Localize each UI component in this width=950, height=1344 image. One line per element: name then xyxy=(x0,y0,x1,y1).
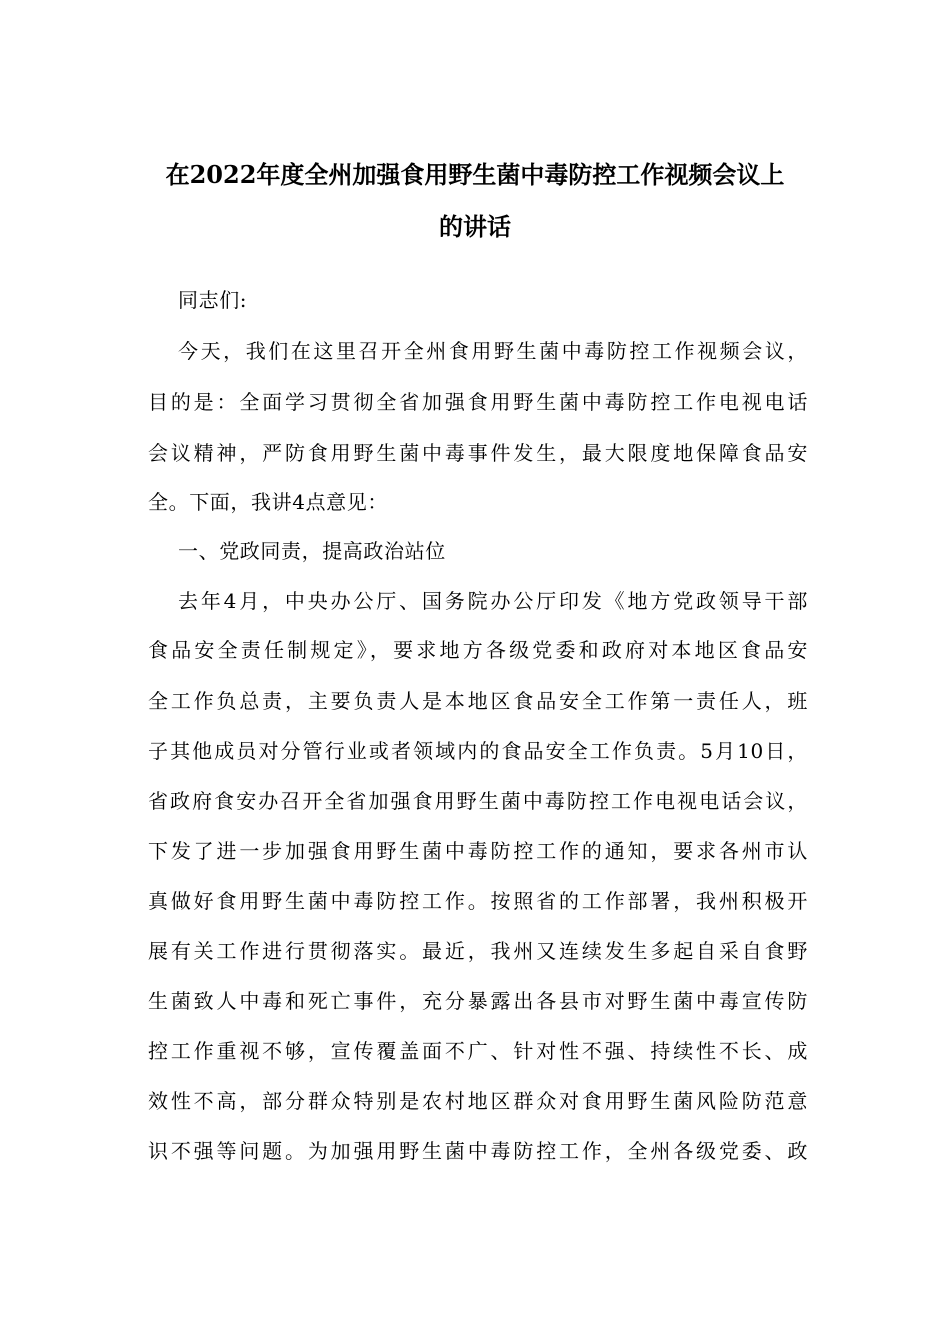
body-line: 食品安全责任制规定》，要求地方各级党委和政府对本地区食品安 xyxy=(148,638,808,662)
body-line: 生菌致人中毒和死亡事件，充分暴露出各县市对野生菌中毒宣传防 xyxy=(148,989,808,1013)
body-line: 今天，我们在这里召开全州食用野生菌中毒防控工作视频会议， xyxy=(178,339,808,363)
body-line: 全。下面，我讲4点意见： xyxy=(148,490,388,514)
body-line: 真做好食用野生菌中毒防控工作。按照省的工作部署，我州积极开 xyxy=(148,889,808,913)
document-title-line-2: 的讲话 xyxy=(439,212,511,241)
body-line: 子其他成员对分管行业或者领域内的食品安全工作负责。5月10日， xyxy=(148,739,808,763)
body-line: 会议精神，严防食用野生菌中毒事件发生，最大限度地保障食品安 xyxy=(148,441,808,465)
body-line: 控工作重视不够，宣传覆盖面不广、针对性不强、持续性不长、成 xyxy=(148,1039,808,1063)
section-heading: 一、党政同责，提高政治站位 xyxy=(178,539,446,563)
document-title-line-1: 在2022年度全州加强食用野生菌中毒防控工作视频会议上 xyxy=(165,160,785,189)
body-line: 省政府食安办召开全省加强食用野生菌中毒防控工作电视电话会议， xyxy=(148,789,808,813)
body-line: 效性不高，部分群众特别是农村地区群众对食用野生菌风险防范意 xyxy=(148,1089,808,1113)
body-line: 全工作负总责，主要负责人是本地区食品安全工作第一责任人，班 xyxy=(148,689,808,713)
body-line: 去年4月，中央办公厅、国务院办公厅印发《地方党政领导干部 xyxy=(178,589,808,613)
salutation: 同志们: xyxy=(178,288,248,312)
body-line: 展有关工作进行贯彻落实。最近，我州又连续发生多起自采自食野 xyxy=(148,939,808,963)
body-line: 识不强等问题。为加强用野生菌中毒防控工作，全州各级党委、政 xyxy=(148,1139,808,1163)
body-line: 下发了进一步加强食用野生菌中毒防控工作的通知，要求各州市认 xyxy=(148,839,808,863)
body-line: 目的是：全面学习贯彻全省加强食用野生菌中毒防控工作电视电话 xyxy=(148,390,808,414)
